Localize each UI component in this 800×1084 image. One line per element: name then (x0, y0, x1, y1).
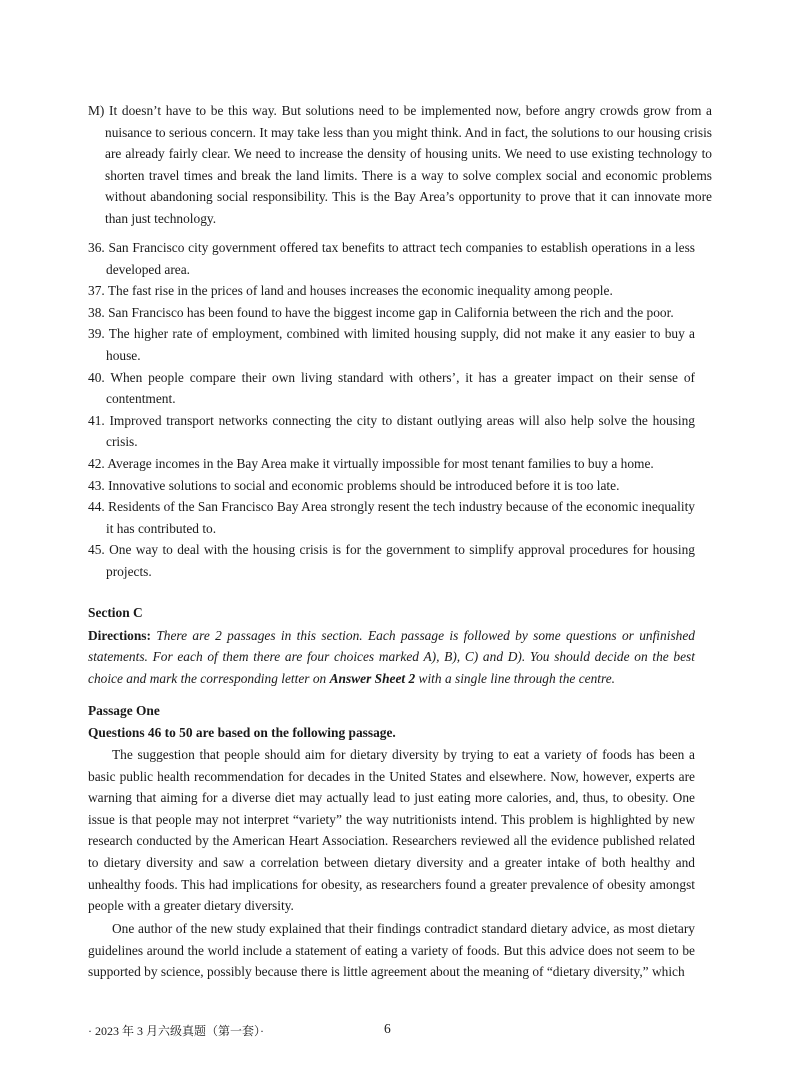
statement-text: One way to deal with the housing crisis is for the government to simplify approval procedures for housing projects. (106, 542, 695, 579)
statement-number: 44. (88, 499, 109, 515)
footer-exam-title: · 2023 年 3 月六级真题（第一套）· (88, 1024, 264, 1038)
statement-text: San Francisco city government offered tax benefits to attract tech companies to establish operations in a less developed area. (106, 240, 696, 277)
statement-number: 40. (88, 369, 111, 385)
section-c-heading: Section C (88, 605, 143, 620)
statement-36 (88, 237, 695, 280)
statement-39 (88, 323, 695, 366)
statement-37 (88, 280, 695, 302)
statement-text: Innovative solutions to social and economic problems should be introduced before it is too late. (108, 477, 620, 493)
section-c-directions (88, 625, 695, 689)
statement-text: The fast rise in the prices of land and houses increases the economic inequality among people. (107, 283, 613, 299)
statement-text: Residents of the San Francisco Bay Area strongly resent the tech industry because of the economic inequality it has contributed to. (106, 499, 695, 536)
statement-number: 41. (88, 412, 110, 428)
statement-number: 36. (88, 240, 109, 255)
paragraph-text: It doesn’t have to be this way. But solutions need to be implemented now, before angry crowds grow from a nuisance to serious concern. It may take less than you might think. And in fact, the solutions to our housing crisis are already fairly clear. We need to increase the density of housing units. We need to use existing technology to shorten travel times and break the land limits. There is a way to solve complex social and economic problems without abandoning social responsibility. This is the Bay Area’s opportunity to prove that it can innovate more than just technology. (105, 103, 712, 226)
statement-text: Improved transport networks connecting the city to distant outlying areas will also help solve the housing crisis. (106, 412, 695, 450)
statement-text: San Francisco has been found to have the biggest income gap in California between the rich and the poor. (108, 304, 674, 320)
statement-44 (88, 496, 695, 539)
paragraph-m (88, 100, 712, 230)
directions-text-end: with a single line through the centre. (415, 670, 616, 686)
passage-paragraph-2: One author of the new study explained that their findings contradict standard dietary advice, as most dietary guidelines around the world include a statement of eating a variety of foods. But this advice does not seem to be supported by science, possibly because there is little agreement about the meaning of “dietary diversity,” which (88, 921, 695, 980)
statement-40 (88, 367, 695, 410)
statement-42 (88, 453, 695, 475)
statement-45 (88, 539, 695, 582)
statement-list (88, 237, 695, 583)
statement-number: 38. (88, 304, 109, 320)
statement-41 (88, 410, 695, 453)
statement-number: 37. (88, 283, 108, 299)
passage-one-subheading: Questions 46 to 50 are based on the following passage. (88, 725, 396, 740)
statement-number: 45. (88, 542, 110, 558)
page-number: 6 (384, 1021, 391, 1036)
passage-one-heading: Passage One (88, 703, 160, 718)
statement-number: 43. (88, 477, 109, 493)
statement-43 (88, 475, 695, 497)
statement-number: 39. (88, 326, 109, 342)
directions-label: Directions: (88, 628, 157, 643)
page-footer (88, 1022, 695, 1042)
statement-38 (88, 302, 695, 324)
statement-number: 42. (88, 455, 108, 471)
statement-text: When people compare their own living standard with others’, it has a greater impact on their sense of contentment. (106, 369, 695, 407)
statement-text: The higher rate of employment, combined with limited housing supply, did not make it any easier to buy a house. (106, 326, 695, 363)
directions-text: There are 2 passages in this section. Each passage is followed by some questions or unfinished statements. For each of them there are four choices marked A), B), C) and D). You should decide on the best choice and mark the corresponding letter on (88, 628, 695, 686)
statement-text: Average incomes in the Bay Area make it virtually impossible for most tenant families to buy a home. (107, 455, 654, 471)
answer-sheet-reference: Answer Sheet 2 (329, 670, 416, 686)
passage-paragraph-1: The suggestion that people should aim for dietary diversity by trying to eat a variety of foods has been a basic public health recommendation for decades in the United States and elsewhere. Now, however, experts are warning that aiming for a diverse diet may actually lead to just eating more calories, and, thus, to obesity. One issue is that people may not interpret “variety” the way nutritionists intend. This problem is highlighted by new research conducted by the American Heart Association. Researchers reviewed all the evidence published related to dietary diversity and saw a correlation between dietary diversity and a greater intake of both healthy and unhealthy foods. This had implications for obesity, as researchers found a greater prevalence of obesity amongst people with a greater dietary diversity. (88, 747, 695, 914)
paragraph-label: M) (88, 103, 110, 118)
